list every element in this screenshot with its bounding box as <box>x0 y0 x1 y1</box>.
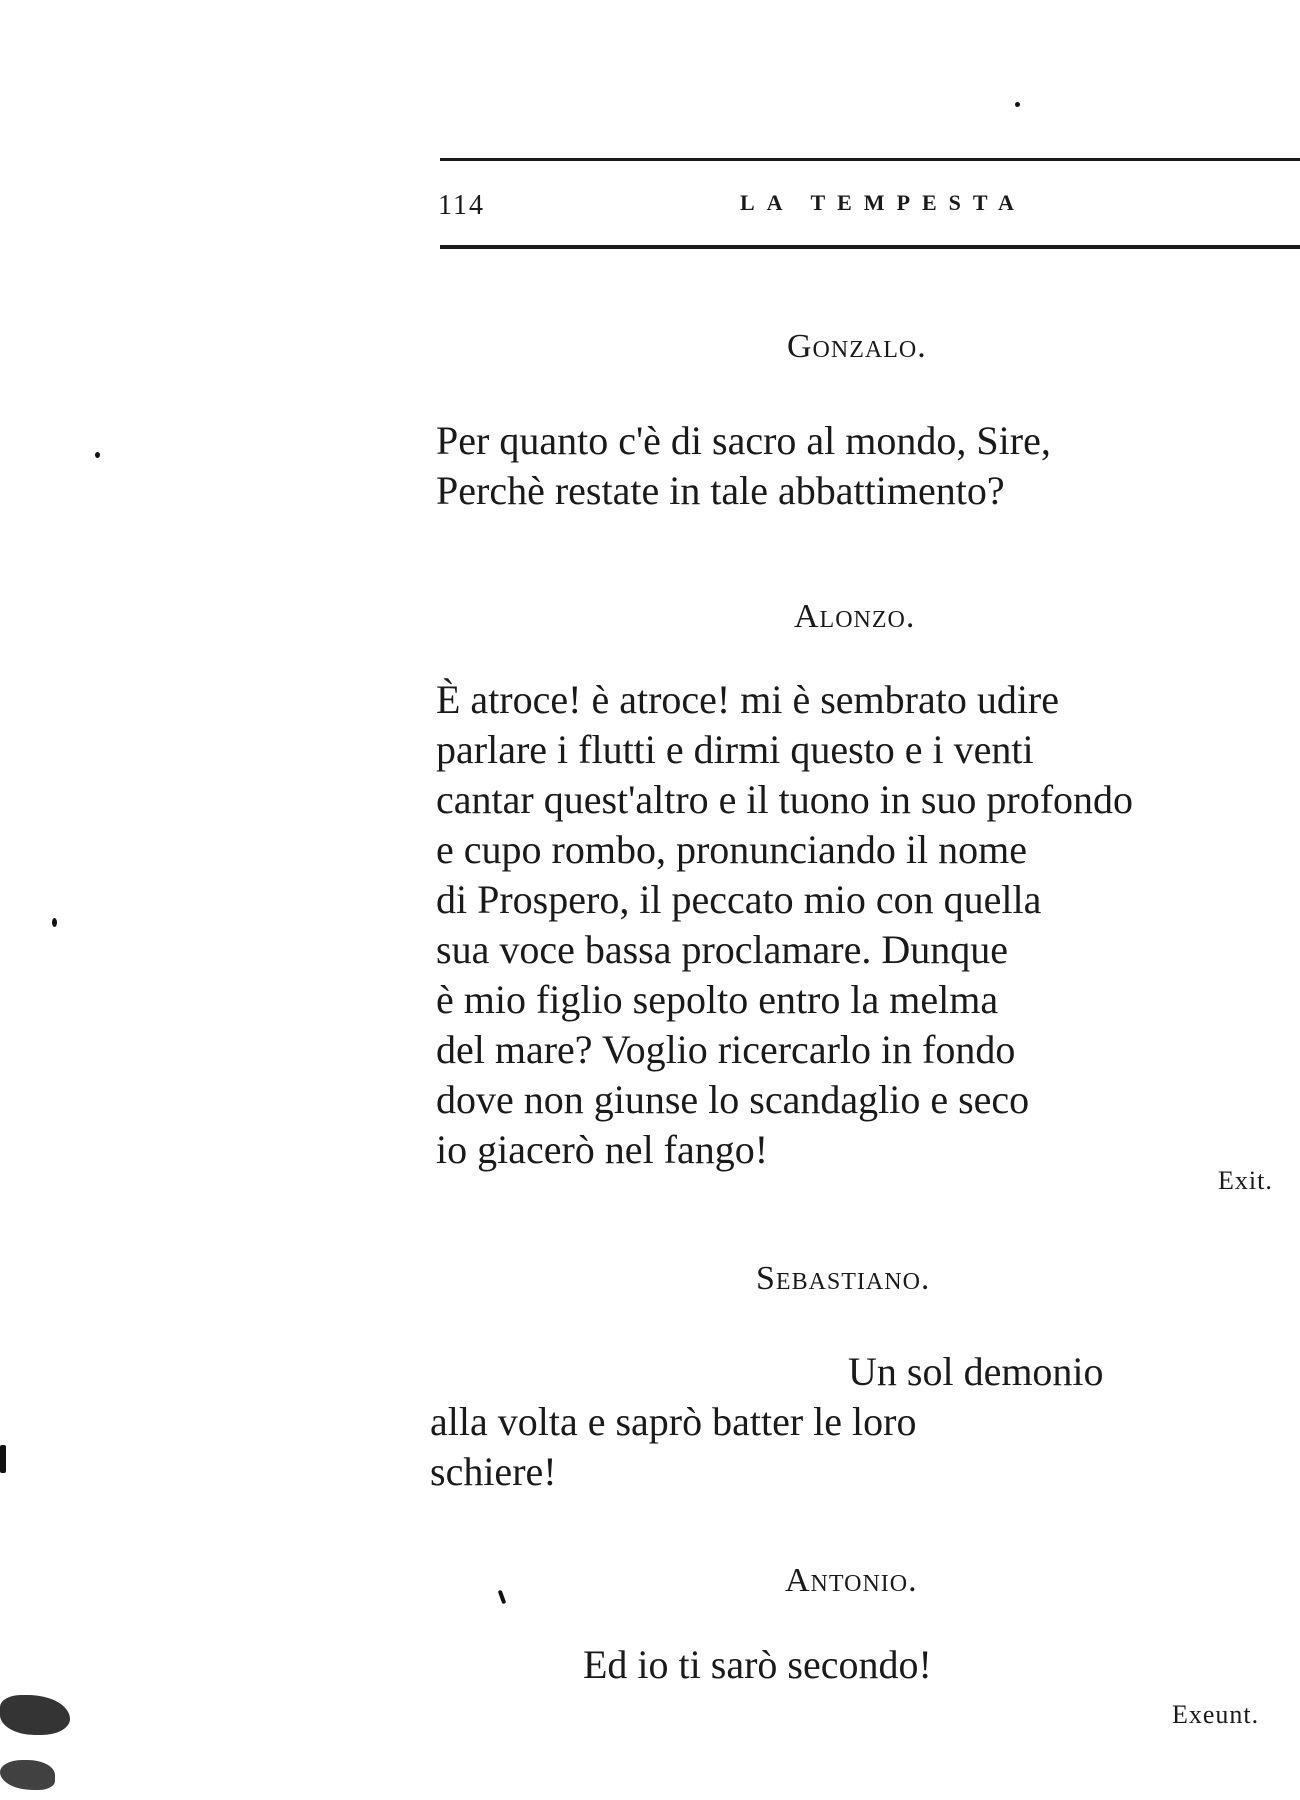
verse-line: parlare i flutti e dirmi questo e i venti <box>436 727 1034 772</box>
speech-antonio <box>583 1640 932 1690</box>
verse-line: è mio figlio sepolto entro la melma <box>436 977 999 1022</box>
scan-speck <box>0 1445 6 1473</box>
scan-speck <box>52 918 57 927</box>
speaker-alonzo: Alonzo. <box>794 598 916 635</box>
scan-speck <box>498 1590 507 1605</box>
stage-direction-exeunt: Exeunt. <box>1172 1700 1260 1729</box>
verse-line: schiere! <box>430 1449 557 1494</box>
stage-direction-exit: Exit. <box>1218 1166 1273 1195</box>
verse-line: Per quanto c'è di sacro al mondo, Sire, <box>436 418 1051 463</box>
scan-speck <box>1015 102 1020 107</box>
verse-line: sua voce bassa proclamare. Dunque <box>436 927 1008 972</box>
verse-line: Un sol demonio <box>848 1349 1104 1394</box>
verse-line: Perchè restate in tale abbattimento? <box>436 468 1005 513</box>
header-rule-bottom <box>440 245 1300 249</box>
verse-line: cantar quest'altro e il tuono in suo profondo <box>436 777 1134 822</box>
verse-line: del mare? Voglio ricercarlo in fondo <box>436 1027 1016 1072</box>
speaker-sebastiano: Sebastiano. <box>756 1260 931 1297</box>
verse-line: e cupo rombo, pronunciando il nome <box>436 827 1027 872</box>
verse-line: È atroce! è atroce! mi è sembrato udire <box>436 677 1060 722</box>
page-number: 114 <box>438 190 485 221</box>
speech-gonzalo <box>436 416 1051 516</box>
scan-speck <box>95 452 100 458</box>
speech-sebastiano <box>430 1347 1104 1497</box>
scan-blot <box>0 1760 55 1790</box>
verse-line: io giacerò nel fango! <box>436 1127 769 1172</box>
scan-blot <box>0 1695 70 1735</box>
speech-alonzo <box>436 675 1133 1175</box>
verse-line: di Prospero, il peccato mio con quella <box>436 877 1042 922</box>
verse-line: Ed io ti sarò secondo! <box>583 1642 932 1687</box>
speaker-antonio: Antonio. <box>785 1562 918 1599</box>
speaker-gonzalo: Gonzalo. <box>787 328 927 365</box>
header-rule-top <box>440 158 1300 161</box>
verse-line: alla volta e saprò batter le loro <box>430 1399 917 1444</box>
verse-line: dove non giunse lo scandaglio e seco <box>436 1077 1030 1122</box>
running-title: LA TEMPESTA <box>740 190 1026 215</box>
